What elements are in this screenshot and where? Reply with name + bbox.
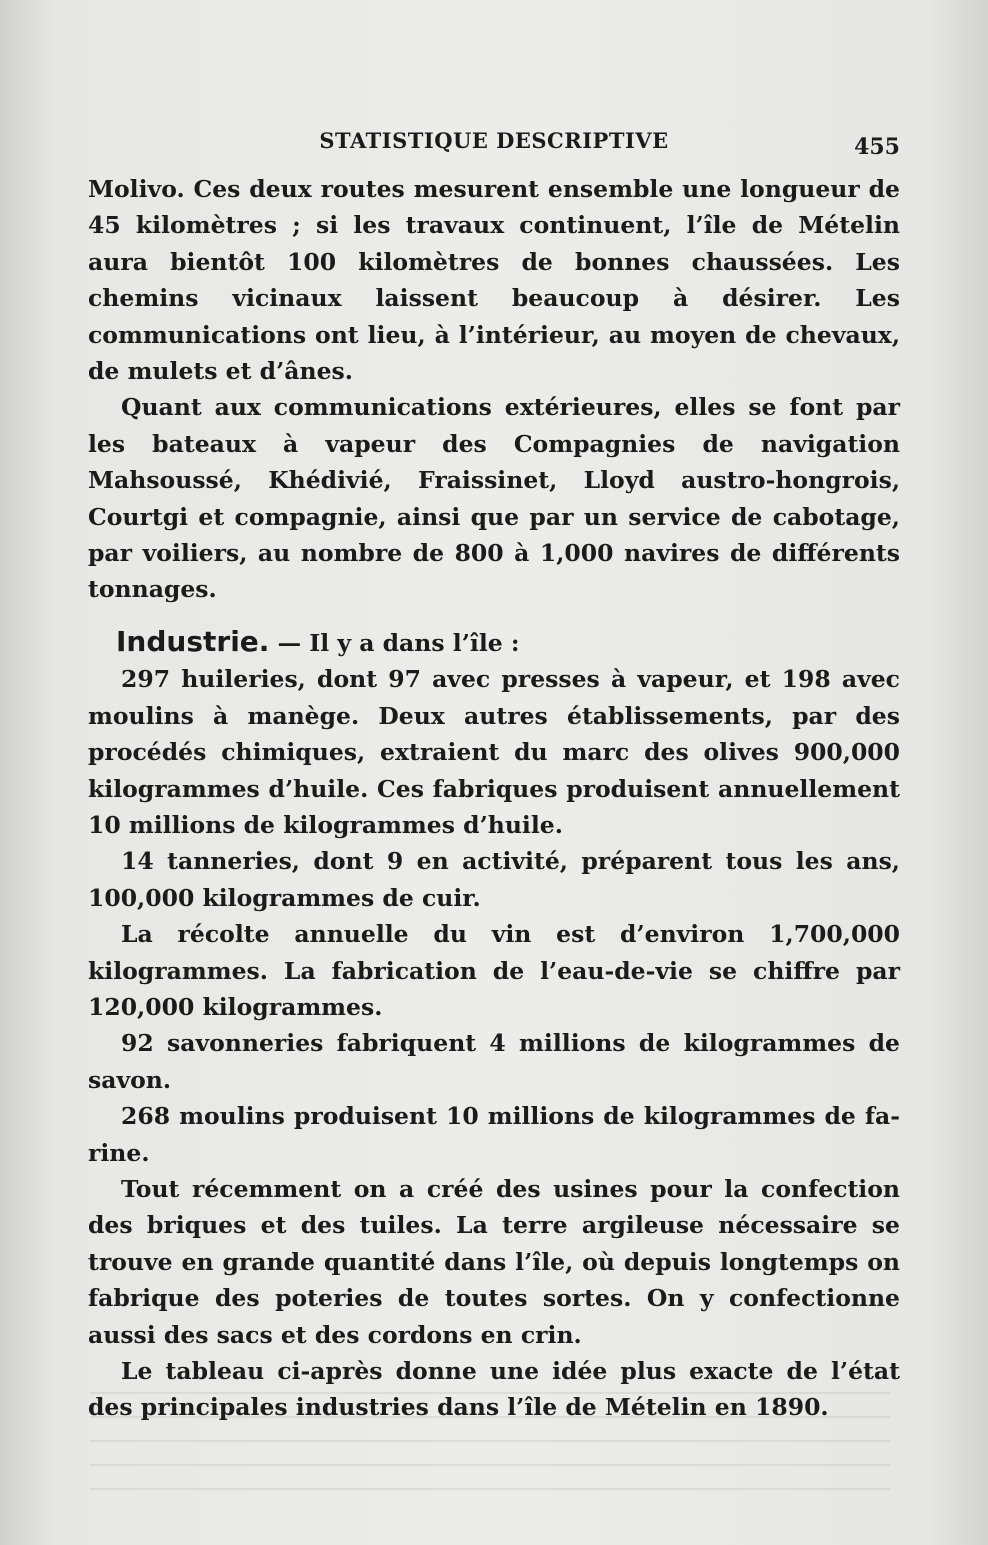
paragraph-bricks: Tout récemment on a créé des usines pour la confection des briques et des tuiles. La terre argileuse nécessaire se trouve en grande quantité dans l’île, où depuis longtemps on fabrique des poteries de toutes sortes. On y confectionne aussi des sacs et des cordons en crin.	[88, 1174, 900, 1349]
paragraph-tanneries: 14 tanneries, dont 9 en activité, préparent tous les ans, 100,000 kilogrammes de cuir.	[88, 847, 900, 912]
paragraph-external-communications: Quant aux communications extérieures, elles se font par les bateaux à vapeur des Compagnies de navigation Mahsoussé, Khédivié, Fraissinet, Lloyd austro-hongrois, Courtgi et compagnie, ainsi que par un service de cabotage, par voiliers, au nombre de 800 à 1,000 navires de différents tonnages.	[88, 393, 900, 604]
body-text	[88, 171, 900, 1426]
paragraph-table-intro: Le tableau ci-après donne une idée plus exacte de l’état des principales industries dans l’île de Mételin en 1890.	[88, 1357, 900, 1422]
industry-heading	[88, 624, 900, 661]
page-header	[88, 128, 900, 162]
paragraph-flour-mills: 268 moulins produisent 10 millions de kilogrammes de farine.	[88, 1102, 900, 1167]
section-intro: — Il y a dans l’île :	[269, 628, 520, 657]
paragraph-soap: 92 savonneries fabriquent 4 millions de kilogrammes de savon.	[88, 1029, 900, 1094]
paragraph-wine: La récolte annuelle du vin est d’environ 1,700,000 kilogrammes. La fabrication de l’eau-de-vie se chiffre par 120,000 kilogrammes.	[88, 920, 900, 1021]
running-title: STATISTIQUE DESCRIPTIVE	[319, 128, 669, 153]
paragraph-oil-mills: 297 huileries, dont 97 avec presses à vapeur, et 198 avec moulins à manège. Deux autres établissements, par des procédés chimiques, extraient du marc des olives 900,000 kilogrammes d’huile. Ces fabriques produisent annuellement 10 millions de kilogrammes d’huile.	[88, 665, 900, 839]
section-title: Industrie.	[116, 624, 270, 658]
page-number: 455	[854, 134, 900, 160]
paragraph-roads: Molivo. Ces deux routes mesurent ensemble une longueur de 45 kilomètres ; si les travaux continuent, l’île de Mételin aura bientôt 100 kilomètres de bonnes chaussées. Les chemins vicinaux laissent beaucoup à désirer. Les communications ont lieu, à l’intérieur, au moyen de chevaux, de mulets et d’ânes.	[88, 175, 900, 386]
